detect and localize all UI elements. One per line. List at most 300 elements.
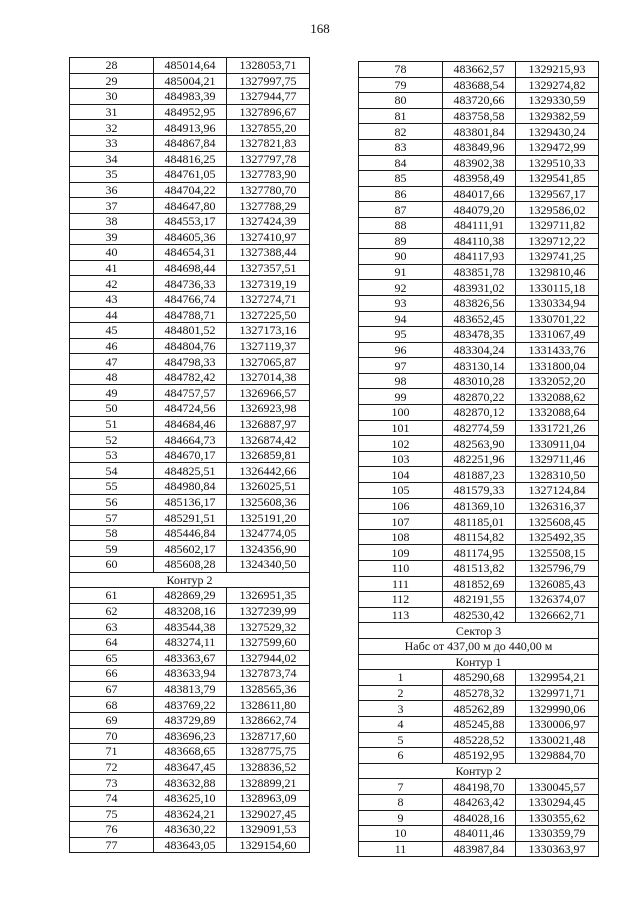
- table-row: [359, 748, 599, 764]
- table-row: [359, 202, 599, 218]
- table-row: [359, 264, 599, 280]
- x-coordinate: 484761,05: [154, 167, 227, 183]
- x-coordinate: 483769,22: [154, 697, 227, 713]
- table-row: [70, 229, 310, 245]
- point-number: 31: [70, 104, 154, 120]
- point-number: 99: [359, 389, 443, 405]
- table-row: [359, 311, 599, 327]
- point-number: 103: [359, 451, 443, 467]
- x-coordinate: 483624,21: [154, 806, 227, 822]
- point-number: 83: [359, 139, 443, 155]
- table-row: [70, 182, 310, 198]
- y-coordinate: 1330359,79: [516, 826, 599, 842]
- table-row: [70, 260, 310, 276]
- table-row: [70, 603, 310, 619]
- x-coordinate: 484654,31: [154, 245, 227, 261]
- x-coordinate: 485291,51: [154, 510, 227, 526]
- y-coordinate: 1326025,51: [227, 479, 310, 495]
- y-coordinate: 1327357,51: [227, 260, 310, 276]
- point-number: 91: [359, 264, 443, 280]
- table-row: [70, 557, 310, 573]
- table-row: [70, 135, 310, 151]
- y-coordinate: 1329810,46: [516, 264, 599, 280]
- table-row: [359, 373, 599, 389]
- x-coordinate: 483304,24: [443, 342, 516, 358]
- point-number: 46: [70, 338, 154, 354]
- point-number: 105: [359, 483, 443, 499]
- table-row: [359, 561, 599, 577]
- point-number: 35: [70, 167, 154, 183]
- y-coordinate: 1329430,24: [516, 124, 599, 140]
- section-header-row: [359, 654, 599, 670]
- point-number: 49: [70, 385, 154, 401]
- point-number: 61: [70, 588, 154, 604]
- x-coordinate: 483696,23: [154, 728, 227, 744]
- y-coordinate: 1329884,70: [516, 748, 599, 764]
- x-coordinate: 484553,17: [154, 213, 227, 229]
- table-row: [359, 685, 599, 701]
- point-number: 48: [70, 369, 154, 385]
- table-row: [359, 841, 599, 857]
- y-coordinate: 1327225,50: [227, 307, 310, 323]
- table-row: [359, 342, 599, 358]
- table-row: [70, 588, 310, 604]
- table-row: [359, 280, 599, 296]
- x-coordinate: 484788,71: [154, 307, 227, 323]
- y-coordinate: 1325191,20: [227, 510, 310, 526]
- x-coordinate: 483652,45: [443, 311, 516, 327]
- table-row: [70, 744, 310, 760]
- point-number: 43: [70, 291, 154, 307]
- y-coordinate: 1327788,29: [227, 198, 310, 214]
- table-row: [359, 108, 599, 124]
- table-row: [70, 198, 310, 214]
- point-number: 44: [70, 307, 154, 323]
- y-coordinate: 1329711,82: [516, 217, 599, 233]
- point-number: 56: [70, 494, 154, 510]
- table-row: [70, 541, 310, 557]
- coordinates-table-right: [358, 61, 599, 857]
- point-number: 113: [359, 607, 443, 623]
- x-coordinate: 484647,80: [154, 198, 227, 214]
- x-coordinate: 482251,96: [443, 451, 516, 467]
- point-number: 98: [359, 373, 443, 389]
- y-coordinate: 1327410,97: [227, 229, 310, 245]
- y-coordinate: 1327873,74: [227, 666, 310, 682]
- point-number: 85: [359, 171, 443, 187]
- y-coordinate: 1328053,71: [227, 58, 310, 74]
- table-row: [70, 104, 310, 120]
- table-row: [70, 463, 310, 479]
- x-coordinate: 482563,90: [443, 436, 516, 452]
- x-coordinate: 484736,33: [154, 276, 227, 292]
- x-coordinate: 483668,65: [154, 744, 227, 760]
- x-coordinate: 485004,21: [154, 73, 227, 89]
- y-coordinate: 1329382,59: [516, 108, 599, 124]
- table-row: [70, 245, 310, 261]
- x-coordinate: 483931,02: [443, 280, 516, 296]
- y-coordinate: 1328775,75: [227, 744, 310, 760]
- y-coordinate: 1327424,39: [227, 213, 310, 229]
- section-header-row: [70, 572, 310, 588]
- table-row: [70, 510, 310, 526]
- point-number: 64: [70, 634, 154, 650]
- y-coordinate: 1329274,82: [516, 77, 599, 93]
- table-row: [359, 576, 599, 592]
- x-coordinate: 483647,45: [154, 759, 227, 775]
- x-coordinate: 484110,38: [443, 233, 516, 249]
- point-number: 38: [70, 213, 154, 229]
- x-coordinate: 481852,69: [443, 576, 516, 592]
- point-number: 39: [70, 229, 154, 245]
- point-number: 76: [70, 822, 154, 838]
- x-coordinate: 484011,46: [443, 826, 516, 842]
- y-coordinate: 1329472,99: [516, 139, 599, 155]
- point-number: 37: [70, 198, 154, 214]
- y-coordinate: 1327319,19: [227, 276, 310, 292]
- table-row: [359, 139, 599, 155]
- x-coordinate: 485228,52: [443, 732, 516, 748]
- y-coordinate: 1327388,44: [227, 245, 310, 261]
- y-coordinate: 1327124,84: [516, 483, 599, 499]
- table-row: [359, 405, 599, 421]
- point-number: 97: [359, 358, 443, 374]
- point-number: 33: [70, 135, 154, 151]
- point-number: 3: [359, 701, 443, 717]
- point-number: 67: [70, 681, 154, 697]
- y-coordinate: 1327065,87: [227, 354, 310, 370]
- y-coordinate: 1331721,26: [516, 420, 599, 436]
- table-row: [70, 525, 310, 541]
- point-number: 109: [359, 545, 443, 561]
- coordinates-table-left: [69, 57, 310, 853]
- x-coordinate: 482870,22: [443, 389, 516, 405]
- table-row: [70, 323, 310, 339]
- y-coordinate: 1330021,48: [516, 732, 599, 748]
- y-coordinate: 1325608,36: [227, 494, 310, 510]
- x-coordinate: 482191,55: [443, 592, 516, 608]
- y-coordinate: 1328963,09: [227, 790, 310, 806]
- x-coordinate: 483630,22: [154, 822, 227, 838]
- x-coordinate: 483720,66: [443, 93, 516, 109]
- table-row: [70, 494, 310, 510]
- point-number: 100: [359, 405, 443, 421]
- table-row: [359, 77, 599, 93]
- x-coordinate: 483987,84: [443, 841, 516, 857]
- table-row: [70, 291, 310, 307]
- point-number: 42: [70, 276, 154, 292]
- section-header: Контур 2: [70, 572, 310, 588]
- x-coordinate: 483902,38: [443, 155, 516, 171]
- point-number: 84: [359, 155, 443, 171]
- y-coordinate: 1327944,02: [227, 650, 310, 666]
- y-coordinate: 1329330,59: [516, 93, 599, 109]
- y-coordinate: 1329541,85: [516, 171, 599, 187]
- x-coordinate: 483849,96: [443, 139, 516, 155]
- y-coordinate: 1325508,15: [516, 545, 599, 561]
- point-number: 110: [359, 561, 443, 577]
- x-coordinate: 484079,20: [443, 202, 516, 218]
- point-number: 32: [70, 120, 154, 136]
- y-coordinate: 1327944,77: [227, 89, 310, 105]
- x-coordinate: 483010,28: [443, 373, 516, 389]
- point-number: 1: [359, 670, 443, 686]
- table-row: [70, 775, 310, 791]
- y-coordinate: 1327599,60: [227, 634, 310, 650]
- x-coordinate: 484263,42: [443, 794, 516, 810]
- y-coordinate: 1329971,71: [516, 685, 599, 701]
- point-number: 77: [70, 837, 154, 853]
- y-coordinate: 1330911,04: [516, 436, 599, 452]
- y-coordinate: 1330294,45: [516, 794, 599, 810]
- x-coordinate: 485278,32: [443, 685, 516, 701]
- point-number: 75: [70, 806, 154, 822]
- point-number: 96: [359, 342, 443, 358]
- y-coordinate: 1329154,60: [227, 837, 310, 853]
- point-number: 101: [359, 420, 443, 436]
- y-coordinate: 1330045,57: [516, 779, 599, 795]
- point-number: 111: [359, 576, 443, 592]
- point-number: 34: [70, 151, 154, 167]
- y-coordinate: 1329586,02: [516, 202, 599, 218]
- y-coordinate: 1329712,22: [516, 233, 599, 249]
- y-coordinate: 1327997,75: [227, 73, 310, 89]
- section-header: Набс от 437,00 м до 440,00 м: [359, 638, 599, 654]
- point-number: 6: [359, 748, 443, 764]
- y-coordinate: 1326859,81: [227, 447, 310, 463]
- y-coordinate: 1332088,62: [516, 389, 599, 405]
- section-header-row: [359, 638, 599, 654]
- y-coordinate: 1327783,90: [227, 167, 310, 183]
- y-coordinate: 1326874,42: [227, 432, 310, 448]
- x-coordinate: 484704,22: [154, 182, 227, 198]
- point-number: 45: [70, 323, 154, 339]
- y-coordinate: 1326374,07: [516, 592, 599, 608]
- y-coordinate: 1326316,37: [516, 498, 599, 514]
- point-number: 78: [359, 62, 443, 78]
- x-coordinate: 485192,95: [443, 748, 516, 764]
- table-row: [359, 451, 599, 467]
- point-number: 80: [359, 93, 443, 109]
- x-coordinate: 484605,36: [154, 229, 227, 245]
- table-row: [70, 213, 310, 229]
- x-coordinate: 485602,17: [154, 541, 227, 557]
- point-number: 69: [70, 712, 154, 728]
- x-coordinate: 484801,52: [154, 323, 227, 339]
- table-row: [359, 436, 599, 452]
- y-coordinate: 1327239,99: [227, 603, 310, 619]
- table-row: [359, 186, 599, 202]
- y-coordinate: 1327896,67: [227, 104, 310, 120]
- x-coordinate: 483625,10: [154, 790, 227, 806]
- point-number: 62: [70, 603, 154, 619]
- x-coordinate: 484804,76: [154, 338, 227, 354]
- y-coordinate: 1331433,76: [516, 342, 599, 358]
- point-number: 81: [359, 108, 443, 124]
- table-row: [359, 389, 599, 405]
- y-coordinate: 1326442,66: [227, 463, 310, 479]
- x-coordinate: 483826,56: [443, 295, 516, 311]
- point-number: 58: [70, 525, 154, 541]
- table-row: [359, 732, 599, 748]
- table-row: [359, 358, 599, 374]
- point-number: 41: [70, 260, 154, 276]
- y-coordinate: 1324340,50: [227, 557, 310, 573]
- x-coordinate: 484867,84: [154, 135, 227, 151]
- table-row: [359, 483, 599, 499]
- x-coordinate: 485446,84: [154, 525, 227, 541]
- x-coordinate: 484684,46: [154, 416, 227, 432]
- table-row: [359, 607, 599, 623]
- table-row: [359, 233, 599, 249]
- x-coordinate: 481579,33: [443, 483, 516, 499]
- table-row: [359, 171, 599, 187]
- point-number: 92: [359, 280, 443, 296]
- y-coordinate: 1327821,83: [227, 135, 310, 151]
- table-row: [359, 826, 599, 842]
- table-row: [359, 467, 599, 483]
- table-row: [70, 666, 310, 682]
- y-coordinate: 1326662,71: [516, 607, 599, 623]
- x-coordinate: 484757,57: [154, 385, 227, 401]
- x-coordinate: 484724,56: [154, 401, 227, 417]
- point-number: 93: [359, 295, 443, 311]
- y-coordinate: 1327855,20: [227, 120, 310, 136]
- y-coordinate: 1330006,97: [516, 716, 599, 732]
- table-row: [70, 120, 310, 136]
- y-coordinate: 1329990,06: [516, 701, 599, 717]
- point-number: 53: [70, 447, 154, 463]
- x-coordinate: 484117,93: [443, 249, 516, 265]
- table-row: [70, 822, 310, 838]
- x-coordinate: 483758,58: [443, 108, 516, 124]
- x-coordinate: 485136,17: [154, 494, 227, 510]
- y-coordinate: 1329215,93: [516, 62, 599, 78]
- point-number: 102: [359, 436, 443, 452]
- table-row: [70, 354, 310, 370]
- x-coordinate: 483813,79: [154, 681, 227, 697]
- x-coordinate: 484825,51: [154, 463, 227, 479]
- y-coordinate: 1329510,33: [516, 155, 599, 171]
- table-row: [70, 58, 310, 74]
- y-coordinate: 1325608,45: [516, 514, 599, 530]
- table-row: [70, 650, 310, 666]
- y-coordinate: 1326923,98: [227, 401, 310, 417]
- x-coordinate: 482870,12: [443, 405, 516, 421]
- point-number: 11: [359, 841, 443, 857]
- point-number: 74: [70, 790, 154, 806]
- point-number: 71: [70, 744, 154, 760]
- x-coordinate: 482774,59: [443, 420, 516, 436]
- table-row: [70, 479, 310, 495]
- table-row: [359, 545, 599, 561]
- point-number: 87: [359, 202, 443, 218]
- x-coordinate: 483851,78: [443, 264, 516, 280]
- x-coordinate: 485014,64: [154, 58, 227, 74]
- table-row: [359, 217, 599, 233]
- point-number: 28: [70, 58, 154, 74]
- table-row: [359, 155, 599, 171]
- table-row: [70, 73, 310, 89]
- table-row: [70, 167, 310, 183]
- point-number: 104: [359, 467, 443, 483]
- x-coordinate: 483662,57: [443, 62, 516, 78]
- point-number: 63: [70, 619, 154, 635]
- table-row: [359, 592, 599, 608]
- point-number: 47: [70, 354, 154, 370]
- point-number: 10: [359, 826, 443, 842]
- y-coordinate: 1328565,36: [227, 681, 310, 697]
- table-row: [70, 432, 310, 448]
- table-row: [70, 681, 310, 697]
- y-coordinate: 1330701,22: [516, 311, 599, 327]
- table-row: [70, 619, 310, 635]
- y-coordinate: 1327119,37: [227, 338, 310, 354]
- y-coordinate: 1328310,50: [516, 467, 599, 483]
- y-coordinate: 1331800,04: [516, 358, 599, 374]
- x-coordinate: 483688,54: [443, 77, 516, 93]
- x-coordinate: 481369,10: [443, 498, 516, 514]
- table-row: [359, 420, 599, 436]
- x-coordinate: 483643,05: [154, 837, 227, 853]
- x-coordinate: 484111,91: [443, 217, 516, 233]
- table-row: [359, 670, 599, 686]
- x-coordinate: 482869,29: [154, 588, 227, 604]
- point-number: 52: [70, 432, 154, 448]
- y-coordinate: 1324356,90: [227, 541, 310, 557]
- point-number: 72: [70, 759, 154, 775]
- point-number: 5: [359, 732, 443, 748]
- point-number: 30: [70, 89, 154, 105]
- point-number: 90: [359, 249, 443, 265]
- point-number: 95: [359, 327, 443, 343]
- x-coordinate: 483958,49: [443, 171, 516, 187]
- y-coordinate: 1327529,32: [227, 619, 310, 635]
- y-coordinate: 1327797,78: [227, 151, 310, 167]
- table-row: [70, 634, 310, 650]
- x-coordinate: 484017,66: [443, 186, 516, 202]
- table-row: [70, 759, 310, 775]
- section-header: Контур 1: [359, 654, 599, 670]
- y-coordinate: 1328717,60: [227, 728, 310, 744]
- x-coordinate: 482530,42: [443, 607, 516, 623]
- x-coordinate: 484698,44: [154, 260, 227, 276]
- x-coordinate: 485245,88: [443, 716, 516, 732]
- x-coordinate: 483478,35: [443, 327, 516, 343]
- x-coordinate: 485608,28: [154, 557, 227, 573]
- point-number: 40: [70, 245, 154, 261]
- y-coordinate: 1327780,70: [227, 182, 310, 198]
- table-row: [359, 295, 599, 311]
- section-header-row: [359, 623, 599, 639]
- x-coordinate: 484983,39: [154, 89, 227, 105]
- table-row: [70, 338, 310, 354]
- x-coordinate: 481174,95: [443, 545, 516, 561]
- point-number: 68: [70, 697, 154, 713]
- y-coordinate: 1332052,20: [516, 373, 599, 389]
- y-coordinate: 1330334,94: [516, 295, 599, 311]
- x-coordinate: 484816,25: [154, 151, 227, 167]
- y-coordinate: 1327014,38: [227, 369, 310, 385]
- table-row: [359, 249, 599, 265]
- table-row: [359, 810, 599, 826]
- table-row: [70, 728, 310, 744]
- table-row: [359, 716, 599, 732]
- table-row: [70, 151, 310, 167]
- table-row: [70, 806, 310, 822]
- point-number: 59: [70, 541, 154, 557]
- point-number: 112: [359, 592, 443, 608]
